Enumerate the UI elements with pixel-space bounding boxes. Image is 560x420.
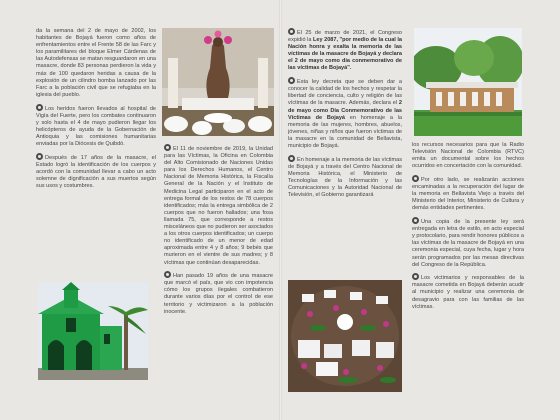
bullet-icon [412,273,419,280]
paragraph-text: da la semana del 2 de mayo de 2002, los habitantes de Bojayá fueron como años de enfrentamientos entre el Frente 58 de las Farc y los paramilitares del bloque Elmer Cárdenas de las Autodefensas se matan resguardaron en una masacre, donde 83 personas perdieron la vida y más de 100 quedaron heridas a causa de la explosión de un cilindro bomba lanzado por las Farc a la población civil que se refugiaba en la iglesia del pueblo. [36,28,156,98]
bullet-icon [288,28,295,35]
bullet-icon [164,271,171,278]
paragraph-text: en homenaje a la memoria de las mujeres, hombres, abuelos, jóvenes, niñas y niños que fueron víctimas de la masacre en la comunidad de Bellavista, municipio de Bojayá. [288,114,402,149]
paragraph-text: Los heridos fueron llevados al hospital de Vigía del Fuerte, pero los combates continuaron y solo hasta el 4 de mayo pudieron llegar los helicópteros de ayuda de la Gobernación de Antioquia y las comisiones humanitarias enviadas por la Diócesis de Quibdó. [36,105,156,147]
paragraph [36,104,156,149]
paragraph [36,153,156,190]
statue-photo [162,28,274,136]
bullet-icon [164,144,171,151]
paragraph-text: Esta ley decreta que se deben dar a conocer la calidad de los hechos y respetar la libertad de conciencia, culto y religión de las víctimas de la masacre. Además, declara el [288,79,402,107]
bullet-icon [412,217,419,224]
paragraph [164,271,273,316]
paragraph-text: los recursos necesarios para que la Radio Televisión Nacional de Colombia (RTVC) emita un documental sobre los hechos ocurridos en concertación con la comunidad. [412,142,524,170]
bullet-icon [412,175,419,182]
column-1 [36,28,156,195]
emphasis-text: Ley 2087, "por medio de la cual la Nación honra y exalta la memoria de las víctimas de la masacre de Bojayá y declara el 2 de mayo como día conmemorativo de las víctimas de Bojayá". [288,37,402,72]
page-fold [279,0,282,420]
paragraph-text: El 11 de noviembre de 2019, la Unidad para las Víctimas, la Oficina en Colombia del Alto Comisionado de Naciones Unidas para los Derechos Humanos, el Centro Nacional de Memoria Histórica, la Fiscalía General de la Nación y el Instituto de Medicina Legal participaron en el acto de entrega formal de los restos de 78 cuerpos identificados; más la entrega simbólica de 2 cuerpos que no fueron hallados; una fosa llamada 75, que corresponde a restos misceláneos que no pudieron ser asociados a los otros cuerpos identificados; un cuerpo no identificado de un menor de edad aproximada entre 4 y 8 años; 9 bebés que murieron en el vientre de sus madres; y 8 víctimas que continúan desaparecidas. [164,146,273,266]
paragraph [36,28,156,99]
church-photo [38,282,148,380]
bullet-icon [36,104,43,111]
column-3 [288,28,402,204]
bullet-icon [288,155,295,162]
paragraph-text: Después de 17 años de la masacre, el Estado logró la identificación de los cuerpos y acordó con la comunidad llevar a cabo un acto solemne de dignificación a sus muertos según sus usos y costumbres. [36,154,156,190]
paragraph [288,77,402,150]
paragraph-text: En homenaje a la memoria de las víctimas de Bojayá y a través del Centro Nacional de Memoria Histórica, el Ministerio de Tecnologías de la Información y las Comunicaciones y la Autoridad Nacional de Televisión, el Gobierno garantizará [288,156,402,199]
paragraph-text: Los victimarios y responsables de la masacre cometida en Bojayá deberán acudir al municipio y realizar una ceremonia de desagravio para con las familias de las víctimas. [412,275,524,310]
paragraph [164,144,273,267]
bullet-icon [288,77,295,84]
paragraph [412,175,524,212]
paragraph-text: Por otro lado, se realizarán acciones encaminadas a la recuperación del lugar de la memoria en Bellavista Viejo a través del Ministerio del Interior, Ministerio de Cultura y demás entidades pertinentes. [412,176,524,212]
paragraph [288,155,402,200]
paragraph-text: Han pasado 19 años de una masacre que marcó el país, que vio con impotencia cómo los grupos ilegales combatieron durante varios días por el control de ese territorio y victimizaron a la población inocente. [164,273,273,315]
paragraph [412,142,524,170]
paragraph [412,217,524,269]
bullet-icon [36,153,43,160]
column-2 [164,144,273,320]
memorial-photo [288,280,402,392]
building-photo [414,28,522,136]
paragraph-text: Una copia de la presente ley será entregada en letra de estilo, en acto especial y protocolario, para rendir honores públicos a las víctimas de la masacre de Bojayá en una ceremonia especial, cuya fecha, lugar y hora serán programados por las mesas directivas del Congreso de la República. [412,219,524,268]
paragraph [288,28,402,73]
paragraph [412,273,524,310]
paragraph-text: El 25 de marzo de 2021, el Congreso expidió la [288,30,402,44]
emphasis-text: 2 de mayo como Día Conmemorativo de las Víctimas de Bojayá [288,100,402,121]
column-4 [412,142,524,315]
